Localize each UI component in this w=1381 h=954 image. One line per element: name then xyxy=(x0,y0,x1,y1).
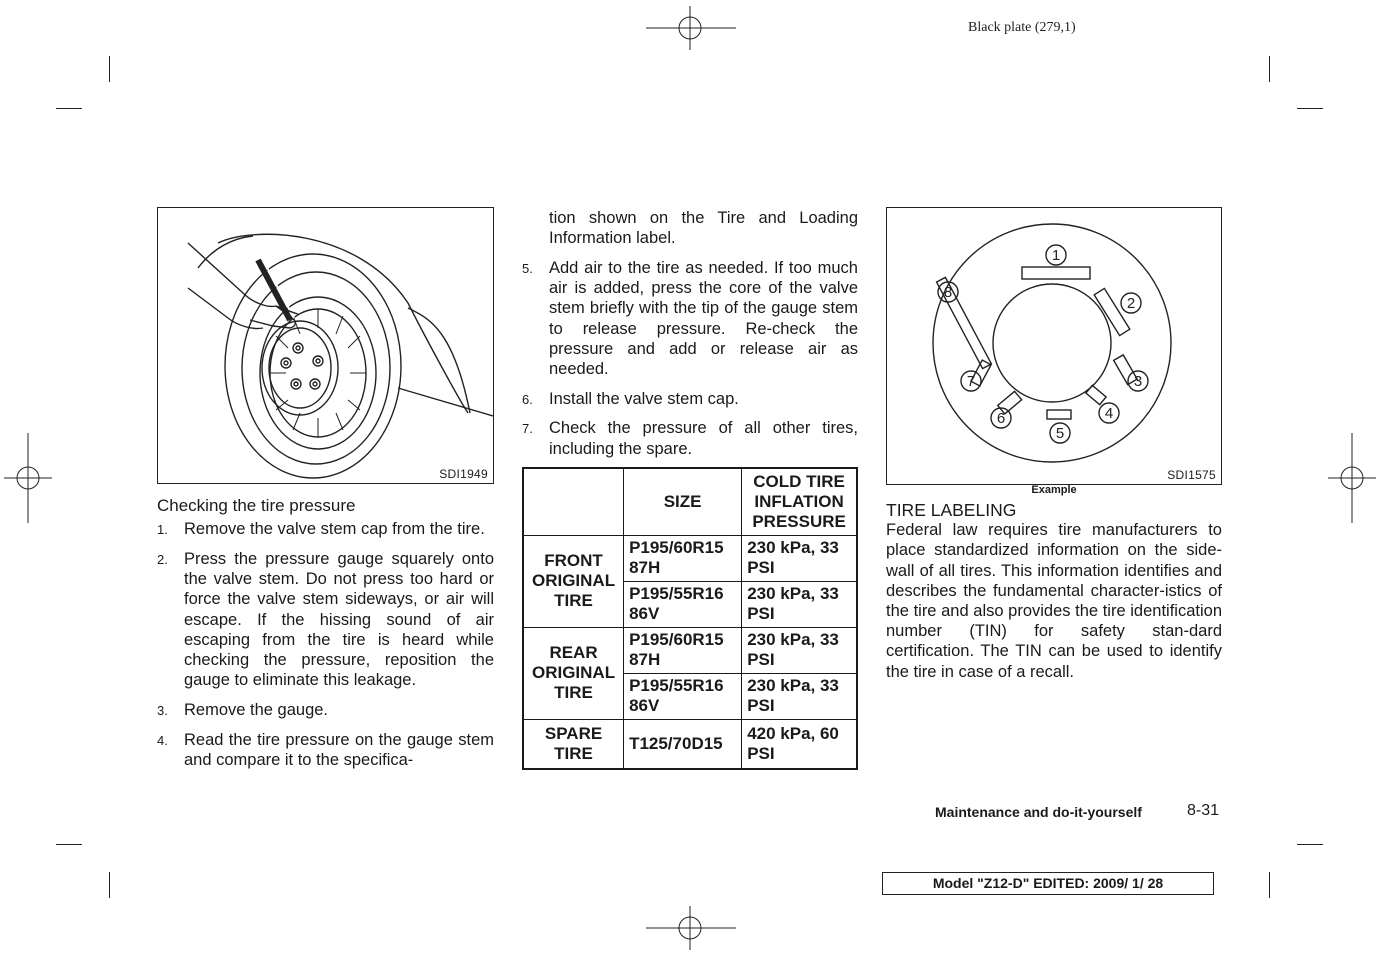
list-item: 7. Check the pressure of all other tires, including the spare. xyxy=(522,419,858,458)
group-label: REAR ORIGINAL TIRE xyxy=(523,627,624,719)
figure-code: SDI1575 xyxy=(1167,468,1216,482)
tire-labeling-paragraph: Federal law requires tire manufacturers to place standardized information on the side-wall of all tires. This information identifies and describes the fundamental character-istics of the tire and also provides the tire identification number (TIN) for safety stan-dard certification. The TIN can be used to identify the tire in case of a recall. xyxy=(886,521,1222,681)
table-row xyxy=(523,627,857,673)
size-cell: P195/60R15 87H xyxy=(624,535,742,581)
callout-5 xyxy=(1050,423,1070,443)
section-title: Maintenance and do-it-yourself xyxy=(935,804,1142,820)
left-column-text xyxy=(157,496,494,779)
callout-4 xyxy=(1099,403,1119,423)
size-cell: P195/55R16 86V xyxy=(624,581,742,627)
list-item: 3. Remove the gauge. xyxy=(157,700,329,719)
tire-pressure-table xyxy=(522,467,858,770)
svg-text:1: 1 xyxy=(1051,247,1061,264)
callout-2 xyxy=(1121,293,1141,313)
list-item: 2. Press the pressure gauge squarely onto the valve stem. Do not press too hard or force the valve stem sideways, or air will escape. If the hissing sound of air escaping from the tire is heard while checking the pressure, reposition the gauge to eliminate this leakage. xyxy=(157,549,494,690)
group-label: SPARE TIRE xyxy=(523,719,624,769)
figure-caption: Checking the tire pressure xyxy=(157,496,356,515)
pressure-cell: 230 kPa, 33 PSI xyxy=(742,627,857,673)
tire-sidewall-diagram xyxy=(887,208,1221,484)
pressure-cell: 230 kPa, 33 PSI xyxy=(742,581,857,627)
steps-list-middle xyxy=(522,258,858,459)
registration-mark-left xyxy=(4,433,52,523)
callout-3 xyxy=(1128,371,1148,391)
svg-text:4: 4 xyxy=(1104,405,1114,422)
section-heading: TIRE LABELING xyxy=(886,500,1017,520)
svg-text:2: 2 xyxy=(1126,295,1136,312)
table-row xyxy=(523,535,857,581)
figure-code: SDI1949 xyxy=(439,467,488,481)
size-cell: P195/60R15 87H xyxy=(624,627,742,673)
registration-mark-right xyxy=(1328,433,1376,523)
list-item: 5. Add air to the tire as needed. If too much air is added, press the core of the valve stem briefly with the tip of the gauge stem to release pressure. Re-check the pressure and add or release air as needed. xyxy=(522,258,858,378)
list-item: 4. Read the tire pressure on the gauge stem and compare it to the specifica- xyxy=(157,730,494,769)
size-cell: P195/55R16 86V xyxy=(624,673,742,719)
plate-label: Black plate (279,1) xyxy=(968,20,1076,35)
list-item: 6. Install the valve stem cap. xyxy=(522,389,739,408)
header-size: SIZE xyxy=(624,468,742,535)
tire-label-figure xyxy=(886,207,1222,485)
size-cell: T125/70D15 xyxy=(624,719,742,769)
continued-text: tion shown on the Tire and Loading Information label. xyxy=(549,209,858,248)
svg-text:5: 5 xyxy=(1055,425,1065,442)
registration-mark-top xyxy=(646,4,736,50)
svg-text:8: 8 xyxy=(943,284,953,301)
table-header-row xyxy=(523,468,857,535)
steps-list-left xyxy=(157,519,494,770)
header-pressure: COLD TIRE INFLATION PRESSURE xyxy=(742,468,857,535)
right-column-text xyxy=(886,500,1222,682)
callout-8 xyxy=(938,282,958,302)
middle-column-text xyxy=(522,208,858,468)
pressure-cell: 420 kPa, 60 PSI xyxy=(742,719,857,769)
svg-text:6: 6 xyxy=(996,410,1006,427)
callout-7 xyxy=(961,371,981,391)
pressure-cell: 230 kPa, 33 PSI xyxy=(742,673,857,719)
page-number: 8-31 xyxy=(1187,802,1220,819)
list-item: 1. Remove the valve stem cap from the tire. xyxy=(157,520,485,539)
svg-text:3: 3 xyxy=(1133,373,1143,390)
pressure-cell: 230 kPa, 33 PSI xyxy=(742,535,857,581)
svg-text:7: 7 xyxy=(966,373,976,390)
callout-1 xyxy=(1046,245,1066,265)
table-row xyxy=(523,719,857,769)
tire-gauge-illustration xyxy=(158,208,493,483)
tire-pressure-figure xyxy=(157,207,494,484)
model-edit-box: Model "Z12-D" EDITED: 2009/ 1/ 28 xyxy=(882,872,1214,895)
figure-caption-example: Example xyxy=(1031,484,1077,496)
callout-6 xyxy=(991,408,1011,428)
registration-mark-bottom xyxy=(646,904,736,950)
group-label: FRONT ORIGINAL TIRE xyxy=(523,535,624,627)
